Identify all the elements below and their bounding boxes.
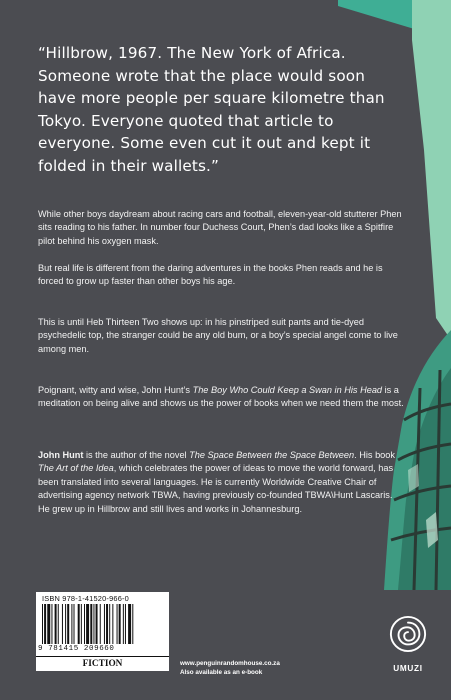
paragraph-4-intro: Poignant, witty and wise, John Hunt’s — [38, 385, 193, 395]
barcode-digits: 9 781415 209660 — [38, 645, 115, 653]
blurb-paragraph-3: This is until Heb Thirteen Two shows up: in his pinstriped suit pants and tie-dyed psychedelic top, the stranger could be any old bum, or a boy’s special angel come to live among men. — [38, 317, 398, 354]
author-name: John Hunt — [38, 450, 84, 460]
bio-book-title: The Art of the Idea — [38, 463, 114, 474]
bio-text: is the author of the novel — [83, 450, 190, 460]
bio-text: , which celebrates the power of ideas to move the world forward, has been translated into several languages. He is currently Worldwide Creative Chair of advertising agency network TBWA, having previously co-founded TBWA\Hunt Lascaris. He grew up in Hillbrow and still lives and works in Johannesburg. — [38, 463, 394, 514]
publisher-website-link[interactable]: www.penguinrandomhouse.co.za — [180, 660, 280, 667]
bio-text: . His book — [354, 450, 395, 460]
book-title: The Boy Who Could Keep a Swan in His Head — [192, 385, 383, 395]
umuzi-spiral-logo-icon — [389, 615, 427, 653]
blurb-paragraph-2: But real life is different from the daring adventures in the books Phen reads and he is forced to grow up faster than other boys his age. — [38, 263, 383, 287]
barcode-panel — [36, 592, 169, 670]
publisher-info — [180, 660, 280, 677]
publisher-imprint: UMUZI — [393, 664, 423, 673]
category-label: FICTION — [36, 656, 169, 671]
bio-novel-title: The Space Between the Space Between — [189, 450, 355, 460]
pull-quote: “Hillbrow, 1967. The New York of Africa. Someone wrote that the place would soon have more people per square kilometre than Tokyo. Everyone quoted that article to everyone. Some even cut it out and kept it folded in their wallets.” — [38, 44, 385, 175]
blurb-paragraph-1: While other boys daydream about racing cars and football, eleven-year-old stutterer Phen sits reading to his father. In number four Duchess Court, Phen’s dad looks like a Spitfire pilot behind his oxygen mask. — [38, 209, 402, 246]
paragraph-4-rest: is a meditation on being alive and shows us the power of books when we need them the most. — [38, 385, 404, 409]
isbn-label: ISBN 978-1-41520-966-0 — [42, 594, 129, 603]
barcode-icon — [42, 604, 163, 644]
art-mint-strip — [412, 0, 451, 340]
ebook-note: Also available as an e-book — [180, 668, 263, 676]
author-bio — [38, 449, 404, 516]
blurb-paragraph-4 — [38, 384, 404, 411]
